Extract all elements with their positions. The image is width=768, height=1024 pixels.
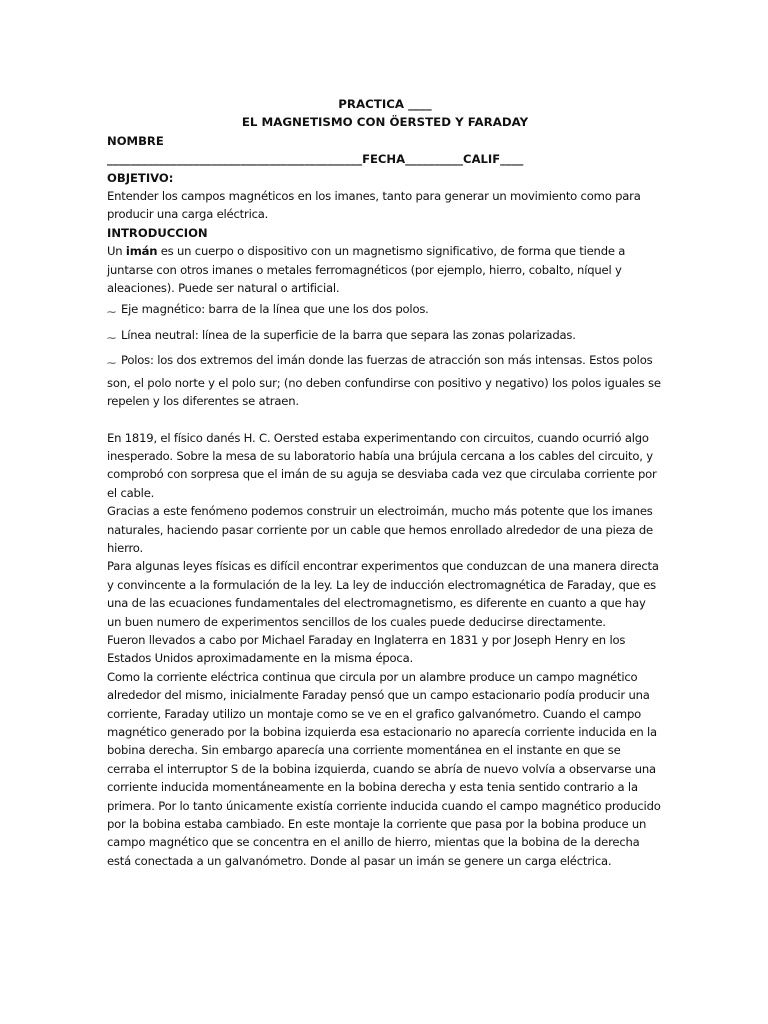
bullet-item-polos bbox=[107, 351, 663, 410]
introduccion-lead bbox=[107, 242, 663, 297]
document-title: EL MAGNETISMO CON ÖERSTED Y FARADAY bbox=[241, 115, 529, 130]
bullet-item-eje bbox=[107, 300, 663, 322]
document-content bbox=[107, 95, 663, 870]
objetivo-text: Entender los campos magnéticos en los imanes, tanto para generar un movimiento como para producir una carga eléctrica. bbox=[107, 189, 641, 222]
lead-after: es un cuerpo o dispositivo con un magnetismo significativo, de forma que tiende a juntarse con otros imanes o metales ferromagnéticos (por ejemplo, hierro, cobalto, níquel y aleaciones). Puede ser natural o artificial. bbox=[107, 244, 626, 296]
bullet-text: Línea neutral: línea de la superficie de la barra que separa las zonas polarizadas. bbox=[121, 327, 576, 342]
paragraph-gap bbox=[107, 411, 663, 429]
lead-before: Un bbox=[107, 244, 126, 259]
iman-term: imán bbox=[125, 244, 158, 259]
introduccion-heading: INTRODUCCION bbox=[107, 225, 208, 240]
objetivo-heading: OBJETIVO: bbox=[107, 170, 174, 185]
paragraph-electroiman: Gracias a este fenómeno podemos construir un electroimán, mucho más potente que los imanes naturales, haciendo pasar corriente por un cable que hemos enrollado alrededor de una pieza de hierro. bbox=[107, 504, 653, 555]
bullet-icon: ⁓ bbox=[107, 359, 116, 370]
paragraph-oersted: En 1819, el físico danés H. C. Oersted estaba experimentando con circuitos, cuando ocurrió algo inesperado. Sobre la mesa de su laboratorio había una brújula cercana a los cables del circuito, y comprobó con sorpresa que el imán de su aguja se desviaba cada vez que circulaba corriente por el cable. bbox=[107, 430, 657, 500]
paragraph-corriente: Como la corriente eléctrica continua que circula por un alambre produce un campo magnético alrededor del mismo, inicialmente Faraday pensó que un campo estacionario podía producir una corriente, Faraday utilizo un montaje como se ve en el grafico galvanómetro. Cuando el campo magnético generado por la bobina izquierda esa estacionario no aparecía corriente inducida en la bobina derecha. Sin embargo aparecía una corriente momentánea en el instante en que se cerraba el interruptor S de la bobina izquierda, cuando se abría de nuevo volvía a observarse una corriente inducida momentáneamente en la bobina derecha y esta tenia sentido contrario a la primera. Por lo tanto únicamente existía corriente inducida cuando el campo magnético producido por la bobina estaba cambiado. En este montaje la corriente que pasa por la bobina produce un campo magnético que se concentra en el anillo de hierro, mientas que la bobina de la derecha está conectada a un galvanómetro. Donde al pasar un imán se genere un carga eléctrica. bbox=[107, 669, 661, 868]
practica-label: PRACTICA ____ bbox=[338, 97, 432, 111]
paragraph-leyes-fisicas: Para algunas leyes físicas es difícil encontrar experimentos que conduzcan de una manera directa y convincente a la formulación de la ley. La ley de inducción electromagnética de Faraday, que es una de las ecuaciones fundamentales del electromagnetismo, es diferente en cuanto a que hay un buen numero de experimentos sencillos de los cuales puede deducirse directamente. bbox=[107, 559, 659, 629]
fecha-calif-row: ____________________________________________FECHA__________CALIF____ bbox=[107, 152, 524, 167]
bullet-item-linea-neutral bbox=[107, 326, 663, 348]
bullet-text: Polos: los dos extremos del imán donde las fuerzas de atracción son más intensas. Estos polos son, el polo norte y el polo sur; (no deben confundirse con positivo y negativo) los polos iguales se repelen y los diferentes se atraen. bbox=[107, 353, 661, 409]
bullet-icon: ⁓ bbox=[107, 308, 116, 319]
paragraph-faraday-henry: Fueron llevados a cabo por Michael Faraday en Inglaterra en 1831 y por Joseph Henry en los Estados Unidos aproximadamente en la misma época. bbox=[107, 632, 626, 666]
bullet-icon: ⁓ bbox=[107, 333, 116, 344]
nombre-label: NOMBRE bbox=[107, 133, 164, 148]
bullet-text: Eje magnético: barra de la línea que une los dos polos. bbox=[121, 302, 429, 317]
